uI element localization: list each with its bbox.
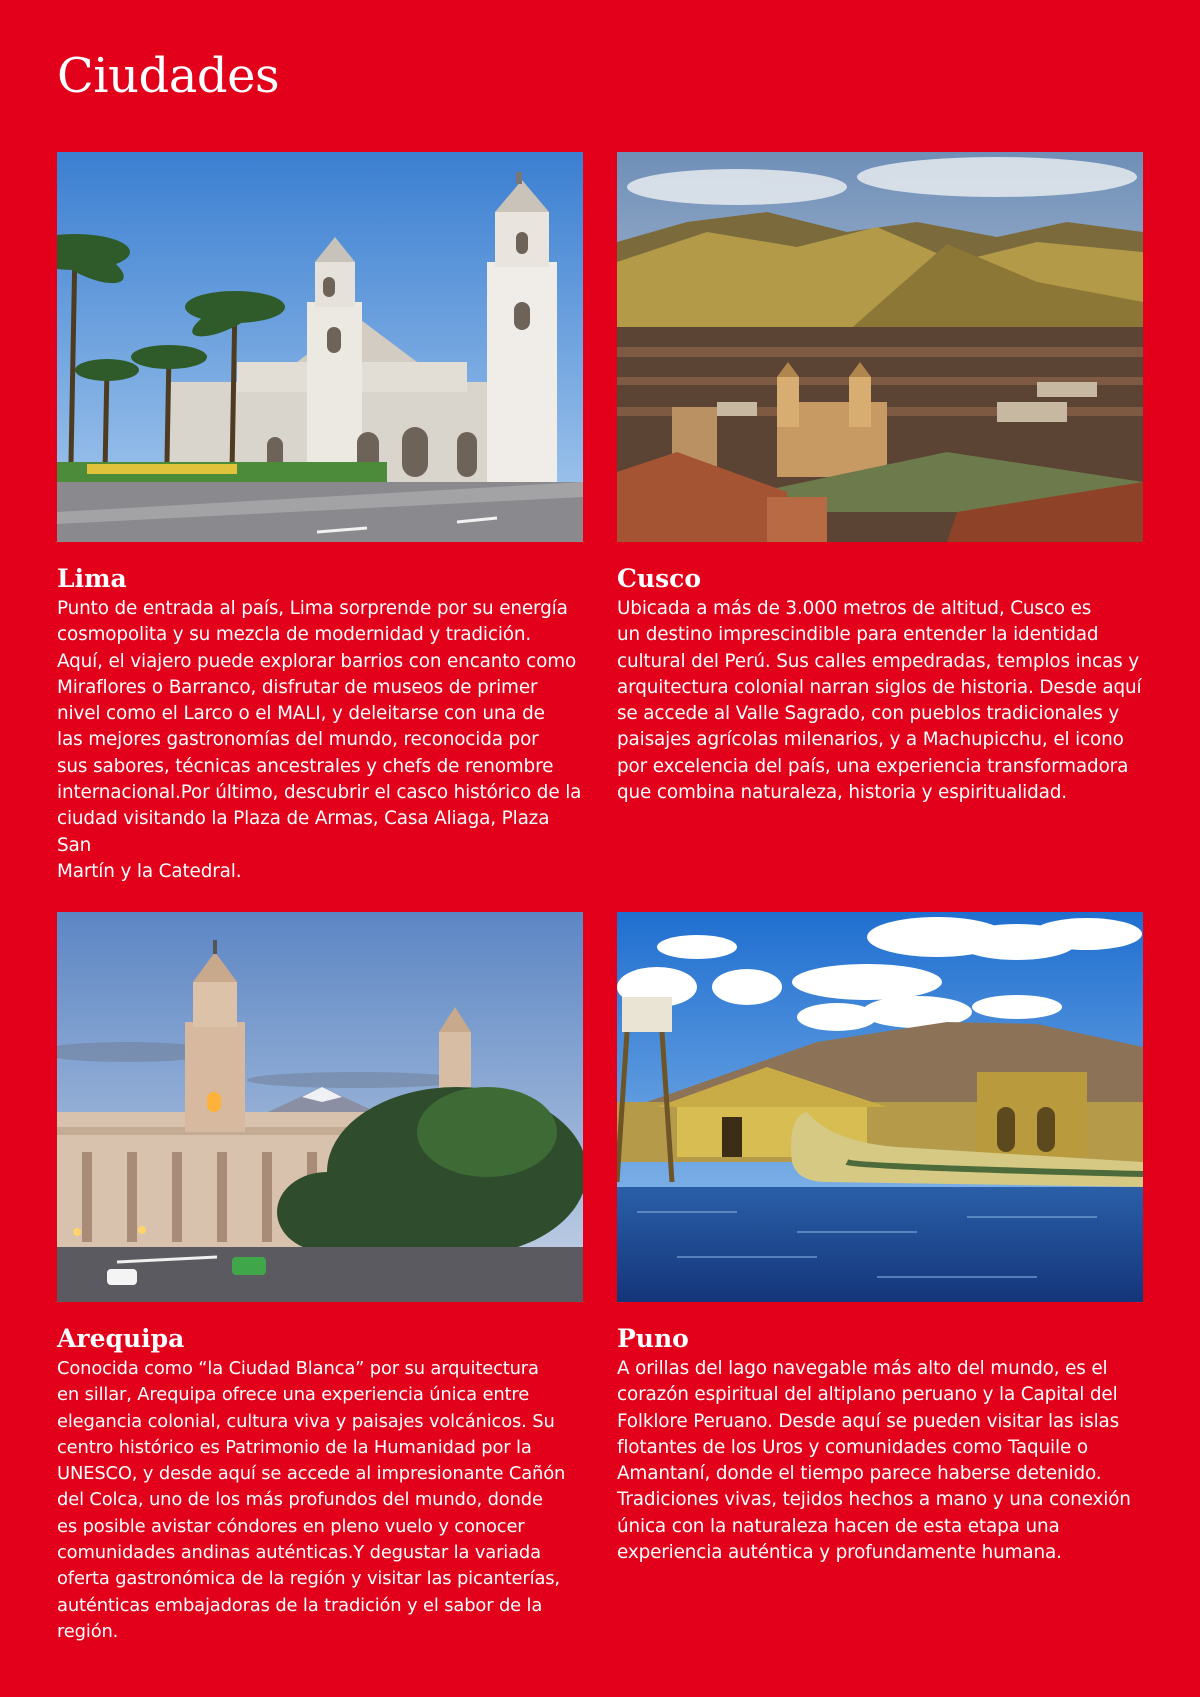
city-name: Cusco [617,564,702,593]
city-card-puno [617,912,1143,1566]
puno-photo [617,912,1143,1302]
city-description: Conocida como “la Ciudad Blanca” por su arquitectura en sillar, Arequipa ofrece una experiencia única entre elegancia colonial, cultura viva y paisajes volcánicos. Su centro histórico es Patrimonio de la Humanidad por la UNESCO, y desde aquí se accede al impresionante Cañón del Colca, uno de los más profundos del mundo, donde es posible avistar cóndores en pleno vuelo y conocer comunidades andinas auténticas.Y degustar la variada oferta gastronómica de la región y visitar las picanterías, auténticas embajadoras de la tradición y el sabor de la región. [57,1358,566,1642]
city-card-lima [57,152,583,885]
page-title: Ciudades [57,48,280,104]
city-name: Arequipa [57,1324,185,1353]
lima-photo [57,152,583,542]
city-description: Ubicada a más de 3.000 metros de altitud, Cusco es un destino imprescindible para entender la identidad cultural del Perú. Sus calles empedradas, templos incas y arquitectura colonial narran siglos de historia. Desde aquí se accede al Valle Sagrado, con pueblos tradicionales y paisajes agrícolas milenarios, y a Machupicchu, el icono por excelencia del país, una experiencia transformadora que combina naturaleza, historia y espiritualidad. [617,598,1142,804]
arequipa-photo [57,912,583,1302]
city-card-cusco [617,152,1143,806]
city-card-arequipa [57,912,583,1645]
cusco-photo [617,152,1143,542]
city-description: A orillas del lago navegable más alto del mundo, es el corazón espiritual del altiplano peruano y la Capital del Folklore Peruano. Desde aquí se pueden visitar las islas flotantes de los Uros y comunidades como Taquile o Amantaní, donde el tiempo parece haberse detenido. Tradiciones vivas, tejidos hechos a mano y una conexión única con la naturaleza hacen de esta etapa una experiencia auténtica y profundamente humana. [617,1358,1131,1564]
city-name: Lima [57,564,127,593]
city-name: Puno [617,1324,689,1353]
city-description: Punto de entrada al país, Lima sorprende por su energía cosmopolita y su mezcla de modernidad y tradición. Aquí, el viajero puede explorar barrios con encanto como Miraflores o Barranco, disfrutar de museos de primer nivel como el Larco o el MALI, y deleitarse con una de las mejores gastronomías del mundo, reconocida por sus sabores, técnicas ancestrales y chefs de renombre internacional.Por último, descubrir el casco histórico de la ciudad visitando la Plaza de Armas, Casa Aliaga, Plaza San Martín y la Catedral. [57,598,582,882]
